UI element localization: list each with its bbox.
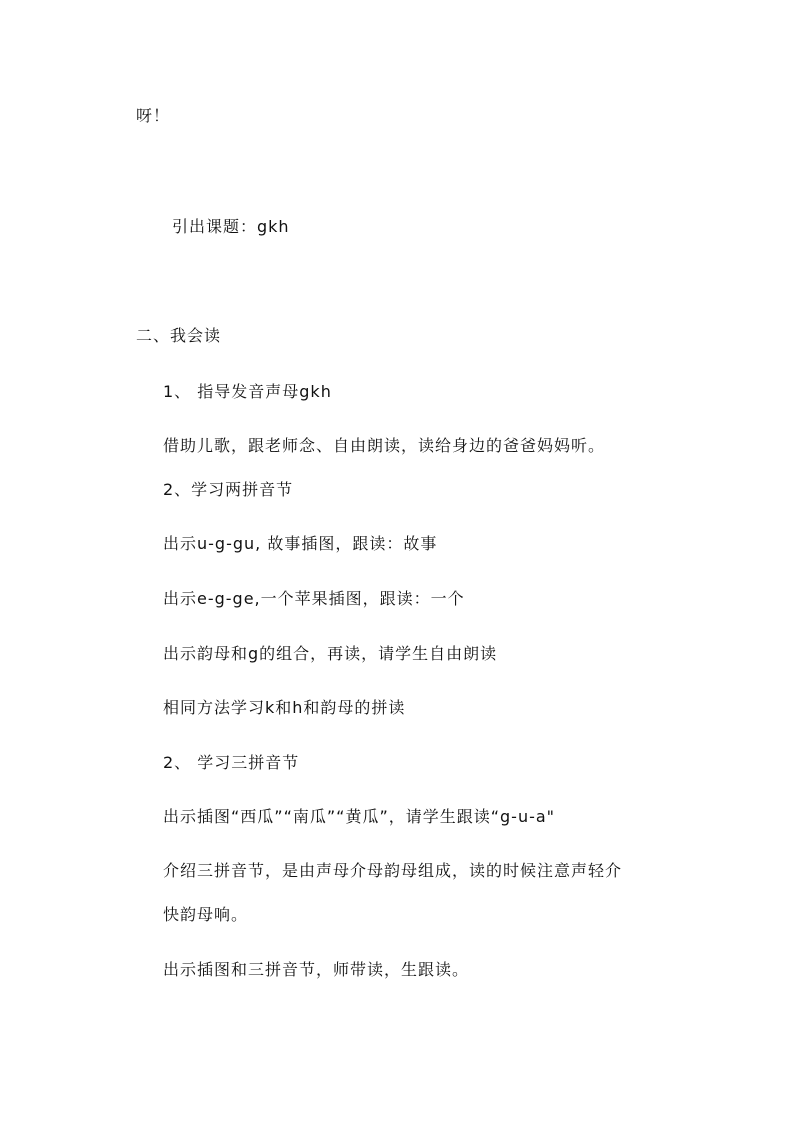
step-heading: 2、 学习三拼音节 (163, 753, 300, 772)
text-line: 出示韵母和g的组合，再读，请学生自由朗读 (163, 644, 498, 663)
text-line: 出示插图和三拼音节，师带读，生跟读。 (163, 960, 470, 979)
section-heading: 二、我会读 (136, 326, 222, 345)
text-line: 借助儿歌，跟老师念、自由朗读，读给身边的爸爸妈妈听。 (163, 436, 606, 455)
text-line: 出示插图“西瓜”“南瓜”“黄瓜”，请学生跟读“g-u-a" (163, 807, 556, 826)
text-line: 介绍三拼音节，是由声母介母韵母组成，读的时候注意声轻介 (163, 861, 623, 880)
text-line: 出示u-g-gu, 故事插图，跟读：故事 (163, 534, 438, 553)
text-line: 呀！ (136, 106, 171, 125)
step-heading: 1、 指导发音声母gkh (163, 382, 332, 401)
lesson-topic-line: 引出课题：gkh (172, 217, 290, 236)
step-heading: 2、学习两拼音节 (163, 480, 294, 499)
text-line: 快韵母响。 (163, 905, 249, 924)
text-line: 相同方法学习k和h和韵母的拼读 (163, 698, 406, 717)
text-line: 出示e-g-ge,一个苹果插图，跟读：一个 (163, 589, 465, 608)
